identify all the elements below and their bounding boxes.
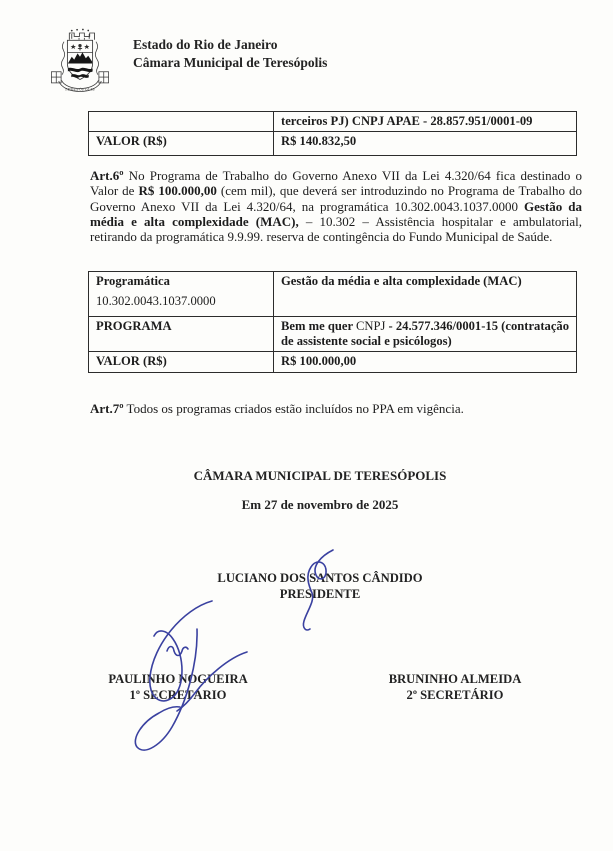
president-role: PRESIDENTE: [279, 586, 361, 601]
table-row: [89, 272, 577, 317]
letterhead-org-line: Câmara Municipal de Teresópolis: [133, 54, 328, 70]
crest-ribbon: [59, 80, 102, 91]
programa-value-cell: Bem me quer CNPJ - 24.577.346/0001-15 (contratação de assistente social e psicólogos): [274, 317, 577, 352]
crest-mountains: [68, 52, 93, 78]
signature-block-first-secretary: [78, 672, 278, 703]
first-secretary-name: PAULINHO NOGUEIRA: [108, 672, 248, 686]
programatica-label-cell: [89, 272, 274, 317]
value-table-fragment: [88, 111, 577, 156]
svg-text:TERESÓPOLIS: TERESÓPOLIS: [64, 87, 96, 92]
article-7-paragraph: Art.7º Todos os programas criados estão incluídos no PPA em vigência.: [90, 401, 464, 416]
crest-charges: [71, 44, 90, 50]
article-6-paragraph: Art.6º No Programa de Trabalho do Governo Anexo VII da Lei 4.320/64 fica destinado o Valor de R$ 100.000,00 (cem mil), que deverá ser introduzindo no Programa de Trabalho do Governo Anexo VII da Lei 4.320/64, na programática 10.302.0043.1037.0000 Gestão da média e alta complexidade (MAC), – 10.302 – Assistência hospitalar e ambulatorial, retirando da programática 9.9.99. reserva de contingência do Fundo Municipal de Saúde.: [90, 168, 583, 245]
program-table: [88, 271, 577, 373]
cnpj-apae-cell: terceiros PJ) CNPJ APAE - 28.857.951/0001-09: [274, 112, 577, 132]
valor-value-cell: R$ 140.832,50: [274, 132, 577, 156]
closing-date: Em 27 de novembro de 2025: [241, 497, 399, 512]
coat-of-arms-icon: [49, 26, 111, 102]
closing-institution: CÂMARA MUNICIPAL DE TERESÓPOLIS: [193, 468, 447, 483]
crest-towers: [51, 72, 108, 83]
table-row: [89, 132, 577, 156]
signature-block-president: [190, 571, 450, 602]
coat-of-arms-svg: [49, 26, 111, 102]
crest-crown: [69, 29, 94, 40]
programatica-value-cell: Gestão da média e alta complexidade (MAC): [274, 272, 577, 317]
letterhead-state-line: Estado do Rio de Janeiro: [133, 37, 278, 52]
valor-label-cell: VALOR (R$): [89, 132, 274, 156]
signature-block-second-secretary: [355, 672, 555, 703]
valor2-label-cell: VALOR (R$): [89, 352, 274, 373]
first-secretary-role: 1º SECRETÁRIO: [129, 687, 227, 702]
valor2-value-cell: R$ 100.000,00: [274, 352, 577, 373]
second-secretary-role: 2º SECRETÁRIO: [406, 687, 504, 702]
letterhead: [133, 36, 327, 71]
table-row: [89, 112, 577, 132]
second-secretary-name: BRUNINHO ALMEIDA: [388, 672, 522, 686]
programatica-title: Programática: [96, 274, 170, 288]
programatica-code: 10.302.0043.1037.0000: [96, 294, 216, 308]
table-row: [89, 317, 577, 352]
table-row: [89, 352, 577, 373]
empty-label-cell: [89, 112, 274, 132]
programa-label-cell: PROGRAMA: [89, 317, 274, 352]
president-name: LUCIANO DOS SANTOS CÂNDIDO: [217, 571, 423, 585]
